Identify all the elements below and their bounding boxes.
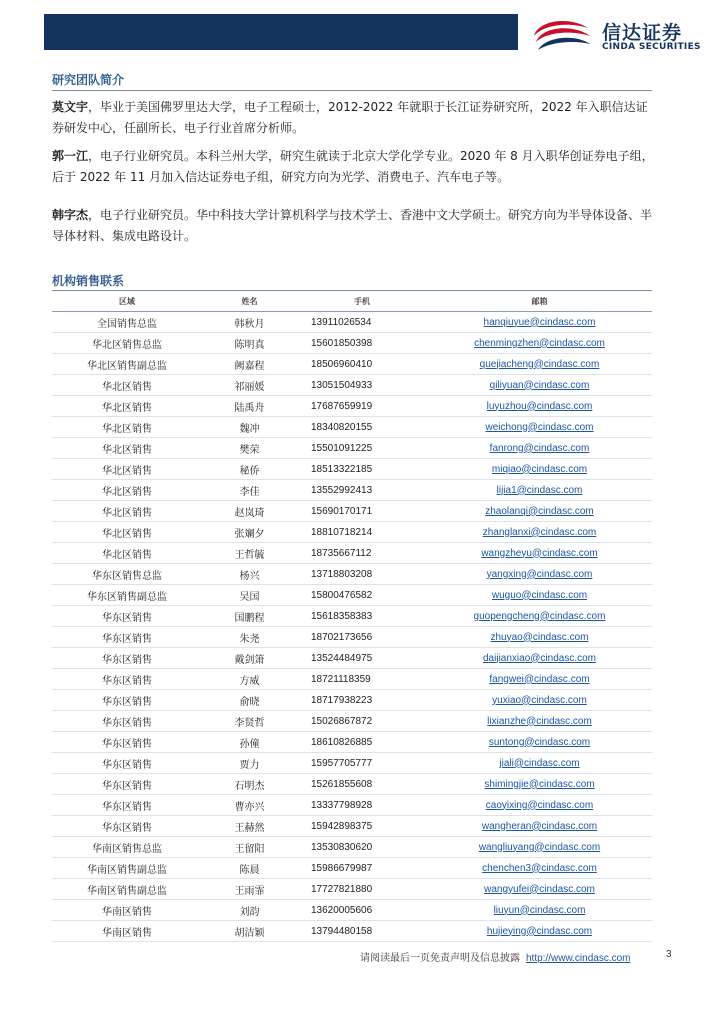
region-cell: 华北区销售总监 — [52, 333, 202, 354]
team-section-rule — [52, 90, 652, 91]
phone-cell: 15690170171 — [297, 501, 427, 522]
email-link[interactable]: daijianxiao@cindasc.com — [483, 652, 596, 664]
email-cell — [427, 921, 652, 942]
table-row — [52, 753, 652, 774]
email-cell — [427, 690, 652, 711]
name-cell: 王赫然 — [202, 816, 297, 837]
email-link[interactable]: hanqiuyue@cindasc.com — [483, 316, 596, 328]
table-row — [52, 816, 652, 837]
email-cell — [427, 459, 652, 480]
name-cell: 俞晓 — [202, 690, 297, 711]
table-row — [52, 417, 652, 438]
phone-cell: 13794480158 — [297, 921, 427, 942]
name-cell: 胡洁颖 — [202, 921, 297, 942]
sales-section-title: 机构销售联系 — [52, 274, 125, 288]
email-cell — [427, 543, 652, 564]
brand-name-en: CINDA SECURITIES — [602, 42, 701, 52]
footer-url-link[interactable]: http://www.cindasc.com — [526, 953, 631, 964]
phone-cell: 15957705777 — [297, 753, 427, 774]
name-cell: 李佳 — [202, 480, 297, 501]
region-cell: 华北区销售 — [52, 417, 202, 438]
region-cell: 华南区销售副总监 — [52, 858, 202, 879]
email-link[interactable]: lixianzhe@cindasc.com — [487, 715, 592, 727]
region-cell: 华东区销售 — [52, 732, 202, 753]
email-link[interactable]: yangxing@cindasc.com — [486, 568, 593, 580]
phone-cell: 18810718214 — [297, 522, 427, 543]
email-link[interactable]: wangzheyu@cindasc.com — [481, 547, 598, 559]
name-cell: 石明杰 — [202, 774, 297, 795]
email-cell — [427, 585, 652, 606]
table-row — [52, 858, 652, 879]
bio-text: ，电子行业研究员。华中科技大学计算机科学与技术学士、香港中文大学硕士。研究方向为半导体设备、半导体材料、集成电路设计。 — [52, 208, 653, 243]
email-cell — [427, 417, 652, 438]
table-row — [52, 837, 652, 858]
region-cell: 华北区销售 — [52, 543, 202, 564]
email-link[interactable]: liuyun@cindasc.com — [493, 904, 586, 916]
email-cell — [427, 837, 652, 858]
table-row — [52, 585, 652, 606]
email-cell — [427, 438, 652, 459]
bio-mo-wenyu — [52, 97, 656, 139]
email-link[interactable]: zhaolanqi@cindasc.com — [485, 505, 594, 517]
phone-cell: 18721118359 — [297, 669, 427, 690]
table-row — [52, 459, 652, 480]
bio-name: 韩字杰 — [52, 208, 89, 222]
bio-text: ，毕业于美国佛罗里达大学，电子工程硕士，2012-2022 年就职于长江证券研究所，2022 年入职信达证券研发中心，任副所长、电子行业首席分析师。 — [52, 100, 648, 135]
table-row — [52, 795, 652, 816]
table-row — [52, 648, 652, 669]
region-cell: 华北区销售 — [52, 522, 202, 543]
name-cell: 陈明真 — [202, 333, 297, 354]
table-body — [52, 312, 652, 942]
region-cell: 华南区销售总监 — [52, 837, 202, 858]
email-link[interactable]: wangheran@cindasc.com — [481, 820, 598, 832]
email-cell — [427, 648, 652, 669]
email-cell — [427, 795, 652, 816]
table-row — [52, 774, 652, 795]
region-cell: 华东区销售 — [52, 690, 202, 711]
table-row — [52, 396, 652, 417]
email-cell — [427, 606, 652, 627]
phone-cell: 15800476582 — [297, 585, 427, 606]
phone-cell: 15618358383 — [297, 606, 427, 627]
table-row — [52, 480, 652, 501]
email-cell — [427, 774, 652, 795]
name-cell: 陆禹舟 — [202, 396, 297, 417]
email-cell — [427, 753, 652, 774]
region-cell: 华北区销售 — [52, 396, 202, 417]
table-row — [52, 312, 652, 333]
header-email: 邮箱 — [427, 291, 652, 312]
name-cell: 国鹏程 — [202, 606, 297, 627]
phone-cell: 17727821880 — [297, 879, 427, 900]
table-row — [52, 333, 652, 354]
region-cell: 华东区销售 — [52, 816, 202, 837]
table-row — [52, 690, 652, 711]
brand-name-cn: 信达证券 — [602, 22, 683, 44]
header-phone: 手机 — [297, 291, 427, 312]
phone-cell: 13337798928 — [297, 795, 427, 816]
region-cell: 华东区销售 — [52, 753, 202, 774]
bio-han-zijie — [52, 205, 656, 247]
region-cell: 华东区销售 — [52, 648, 202, 669]
name-cell: 韩秋月 — [202, 312, 297, 333]
bio-text: ，电子行业研究员。本科兰州大学，研究生就读于北京大学化学专业。2020 年 8 月入职华创证券电子组，后于 2022 年 11 月加入信达证券电子组，研究方向为光学、消费电子、汽车电子等。 — [52, 149, 654, 184]
email-cell — [427, 879, 652, 900]
table-row — [52, 732, 652, 753]
region-cell: 华东区销售 — [52, 669, 202, 690]
region-cell: 华东区销售副总监 — [52, 585, 202, 606]
email-link[interactable]: zhanglanxi@cindasc.com — [482, 526, 597, 538]
table-row — [52, 354, 652, 375]
email-link[interactable]: hujieying@cindasc.com — [486, 925, 593, 937]
name-cell: 戴剑箫 — [202, 648, 297, 669]
email-cell — [427, 522, 652, 543]
name-cell: 孙僮 — [202, 732, 297, 753]
region-cell: 华东区销售 — [52, 606, 202, 627]
table-row — [52, 543, 652, 564]
bio-name: 郭一江 — [52, 149, 89, 163]
region-cell: 华北区销售 — [52, 480, 202, 501]
name-cell: 杨兴 — [202, 564, 297, 585]
cinda-logo — [530, 14, 710, 56]
email-link[interactable]: wangliuyang@cindasc.com — [478, 841, 601, 853]
region-cell: 华南区销售副总监 — [52, 879, 202, 900]
table-row — [52, 711, 652, 732]
name-cell: 吴国 — [202, 585, 297, 606]
name-cell: 秘侨 — [202, 459, 297, 480]
name-cell: 王雨霏 — [202, 879, 297, 900]
region-cell: 华东区销售 — [52, 627, 202, 648]
phone-cell: 15261855608 — [297, 774, 427, 795]
region-cell: 华北区销售 — [52, 501, 202, 522]
table-row — [52, 606, 652, 627]
name-cell: 曹亦兴 — [202, 795, 297, 816]
email-link[interactable]: suntong@cindasc.com — [488, 736, 591, 748]
page-number: 3 — [666, 949, 672, 960]
email-cell — [427, 354, 652, 375]
name-cell: 陈晨 — [202, 858, 297, 879]
name-cell: 贾力 — [202, 753, 297, 774]
header-name: 姓名 — [202, 291, 297, 312]
table-row — [52, 900, 652, 921]
email-cell — [427, 858, 652, 879]
name-cell: 张斓夕 — [202, 522, 297, 543]
name-cell: 刘韵 — [202, 900, 297, 921]
email-link[interactable]: wangyufei@cindasc.com — [484, 883, 595, 895]
bio-name: 莫文宇 — [52, 100, 89, 114]
phone-cell: 18735667112 — [297, 543, 427, 564]
name-cell: 魏冲 — [202, 417, 297, 438]
name-cell: 方威 — [202, 669, 297, 690]
phone-cell: 18340820155 — [297, 417, 427, 438]
region-cell: 华东区销售 — [52, 711, 202, 732]
phone-cell: 17687659919 — [297, 396, 427, 417]
phone-cell: 18506960410 — [297, 354, 427, 375]
footer-disclaimer: 请阅读最后一页免责声明及信息披露 — [360, 953, 520, 964]
table-row — [52, 921, 652, 942]
phone-cell: 13051504933 — [297, 375, 427, 396]
email-link[interactable]: fangwei@cindasc.com — [489, 673, 590, 685]
phone-cell: 15026867872 — [297, 711, 427, 732]
email-cell — [427, 711, 652, 732]
name-cell: 赵岚琦 — [202, 501, 297, 522]
email-link[interactable]: yuxiao@cindasc.com — [492, 694, 587, 706]
header-region: 区域 — [52, 291, 202, 312]
phone-cell: 18513322185 — [297, 459, 427, 480]
phone-cell: 13911026534 — [297, 312, 427, 333]
region-cell: 华北区销售 — [52, 459, 202, 480]
email-link[interactable]: zhuyao@cindasc.com — [490, 631, 589, 643]
table-row — [52, 669, 652, 690]
email-link[interactable]: shimingjie@cindasc.com — [484, 778, 595, 790]
region-cell: 华北区销售副总监 — [52, 354, 202, 375]
region-cell: 华北区销售 — [52, 375, 202, 396]
email-cell — [427, 312, 652, 333]
region-cell: 全国销售总监 — [52, 312, 202, 333]
table-row — [52, 501, 652, 522]
table-row — [52, 627, 652, 648]
email-cell — [427, 669, 652, 690]
region-cell: 华南区销售 — [52, 921, 202, 942]
name-cell: 祁丽媛 — [202, 375, 297, 396]
name-cell: 朱尧 — [202, 627, 297, 648]
phone-cell: 13718803208 — [297, 564, 427, 585]
footer — [360, 949, 630, 964]
email-cell — [427, 396, 652, 417]
table-header-row — [52, 291, 652, 312]
header-bar — [44, 14, 518, 50]
team-section-title: 研究团队简介 — [52, 73, 125, 87]
email-cell — [427, 627, 652, 648]
name-cell: 王留阳 — [202, 837, 297, 858]
region-cell: 华北区销售 — [52, 438, 202, 459]
email-cell — [427, 501, 652, 522]
email-link[interactable]: miqiao@cindasc.com — [491, 463, 588, 475]
name-cell: 王哲毓 — [202, 543, 297, 564]
email-cell — [427, 816, 652, 837]
email-link[interactable]: weichong@cindasc.com — [485, 421, 594, 433]
phone-cell: 18610826885 — [297, 732, 427, 753]
region-cell: 华东区销售 — [52, 795, 202, 816]
table-row — [52, 564, 652, 585]
email-link[interactable]: luyuzhou@cindasc.com — [486, 400, 593, 412]
email-link[interactable]: lijia1@cindasc.com — [496, 484, 583, 496]
email-link[interactable]: qiliyuan@cindasc.com — [489, 379, 590, 391]
sales-contact-table — [52, 291, 652, 942]
phone-cell: 15986679987 — [297, 858, 427, 879]
email-cell — [427, 732, 652, 753]
region-cell: 华东区销售总监 — [52, 564, 202, 585]
email-cell — [427, 375, 652, 396]
email-link[interactable]: jiali@cindasc.com — [499, 757, 580, 769]
phone-cell: 15601850398 — [297, 333, 427, 354]
region-cell: 华南区销售 — [52, 900, 202, 921]
table-row — [52, 522, 652, 543]
email-cell — [427, 564, 652, 585]
phone-cell: 13524484975 — [297, 648, 427, 669]
email-cell — [427, 900, 652, 921]
email-link[interactable]: guopengcheng@cindasc.com — [473, 610, 606, 622]
email-cell — [427, 480, 652, 501]
name-cell: 李贤哲 — [202, 711, 297, 732]
email-link[interactable]: chenchen3@cindasc.com — [482, 862, 597, 874]
phone-cell: 15501091225 — [297, 438, 427, 459]
email-link[interactable]: chenmingzhen@cindasc.com — [474, 337, 605, 349]
email-link[interactable]: fanrong@cindasc.com — [489, 442, 590, 454]
phone-cell: 15942898375 — [297, 816, 427, 837]
email-link[interactable]: quejiacheng@cindasc.com — [479, 358, 600, 370]
email-link[interactable]: wuguo@cindasc.com — [491, 589, 588, 601]
table-row — [52, 879, 652, 900]
region-cell: 华东区销售 — [52, 774, 202, 795]
bio-guo-yijiang — [52, 146, 656, 188]
cinda-logo-icon — [530, 14, 592, 56]
phone-cell: 18717938223 — [297, 690, 427, 711]
name-cell: 樊荣 — [202, 438, 297, 459]
table-row — [52, 438, 652, 459]
phone-cell: 13552992413 — [297, 480, 427, 501]
email-cell — [427, 333, 652, 354]
phone-cell: 18702173656 — [297, 627, 427, 648]
phone-cell: 13530830620 — [297, 837, 427, 858]
email-link[interactable]: caoyixing@cindasc.com — [485, 799, 594, 811]
phone-cell: 13620005606 — [297, 900, 427, 921]
name-cell: 阙嘉程 — [202, 354, 297, 375]
table-row — [52, 375, 652, 396]
